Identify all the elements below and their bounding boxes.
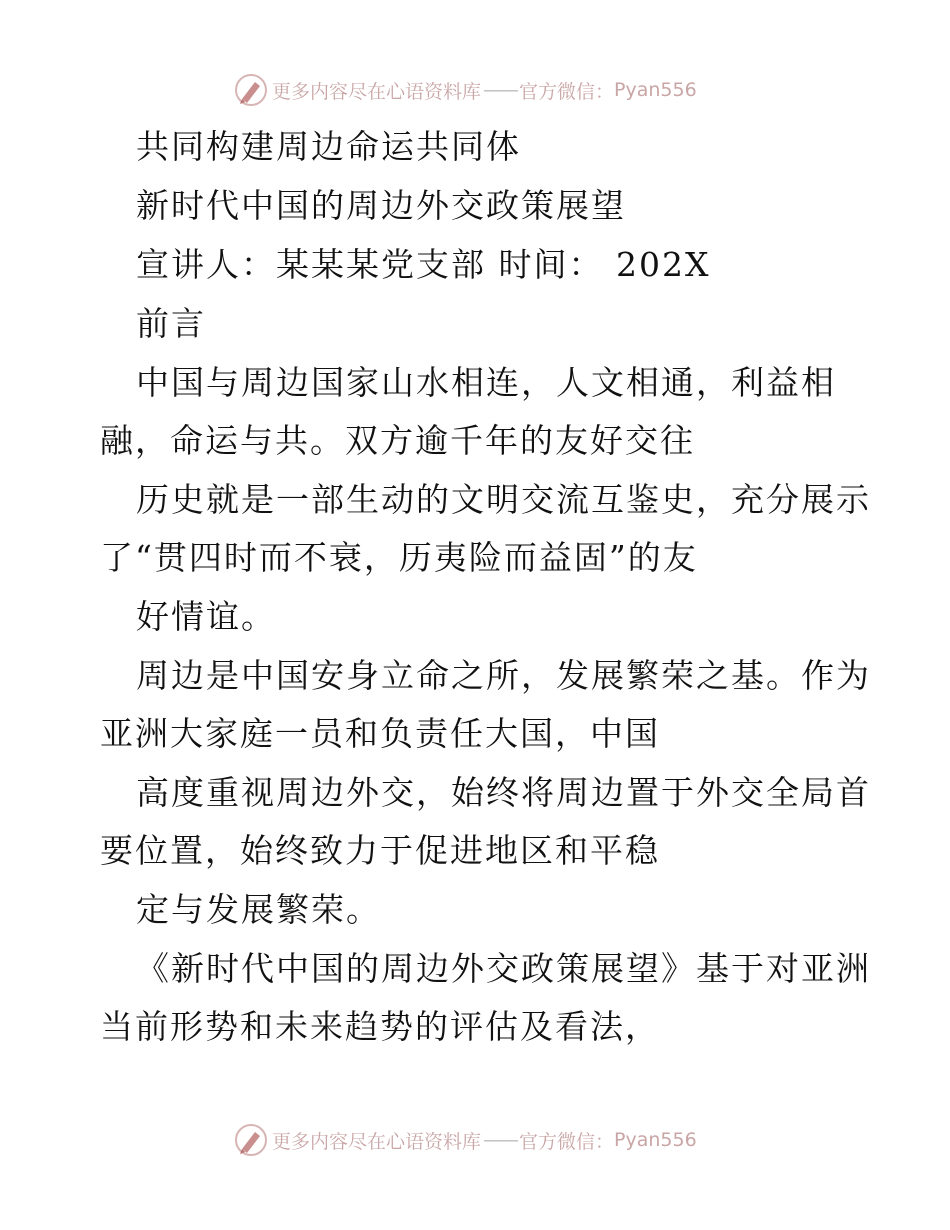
paragraph-line: 中国与周边国家山水相连，人文相通，利益相 xyxy=(136,363,836,402)
pen-logo-icon xyxy=(234,73,268,107)
header-watermark xyxy=(234,70,697,110)
watermark-separator: —— xyxy=(483,1129,518,1151)
paragraph-line: 亚洲大家庭一员和负责任大国，中国 xyxy=(100,714,660,753)
footer-watermark xyxy=(234,1120,697,1160)
paragraph-line: 融，命运与共。双方逾千年的友好交往 xyxy=(100,421,695,460)
paragraph-line: 高度重视周边外交，始终将周边置于外交全局首 xyxy=(136,773,871,812)
speaker-line: 宣讲人：某某某党支部 时间： 202X xyxy=(136,245,711,284)
watermark-handle: Pyan556 xyxy=(614,79,697,101)
paragraph-line: 了“贯四时而不衰，历夷险而益固”的友 xyxy=(100,538,698,577)
watermark-handle: Pyan556 xyxy=(614,1129,697,1151)
document-title: 共同构建周边命运共同体 xyxy=(136,127,521,166)
watermark-separator: —— xyxy=(483,79,518,101)
watermark-wechat-label: 官方微信： xyxy=(519,80,615,103)
paragraph-line: 当前形势和未来趋势的评估及看法， xyxy=(100,1007,660,1046)
section-heading: 前言 xyxy=(136,304,206,343)
watermark-wechat-label: 官方微信： xyxy=(519,1130,615,1153)
paragraph-line: 《新时代中国的周边外交政策展望》基于对亚洲 xyxy=(136,949,871,988)
watermark-text: 更多内容尽在心语资料库 xyxy=(272,1130,482,1153)
document-subtitle: 新时代中国的周边外交政策展望 xyxy=(136,186,626,225)
paragraph-line: 定与发展繁荣。 xyxy=(136,890,381,929)
paragraph-line: 周边是中国安身立命之所，发展繁荣之基。作为 xyxy=(136,656,871,695)
paragraph-line: 好情谊。 xyxy=(136,597,276,636)
paragraph-line: 要位置，始终致力于促进地区和平稳 xyxy=(100,831,660,870)
paragraph-line: 历史就是一部生动的文明交流互鉴史，充分展示 xyxy=(136,480,871,519)
watermark-text: 更多内容尽在心语资料库 xyxy=(272,80,482,103)
pen-logo-icon xyxy=(234,1123,268,1157)
